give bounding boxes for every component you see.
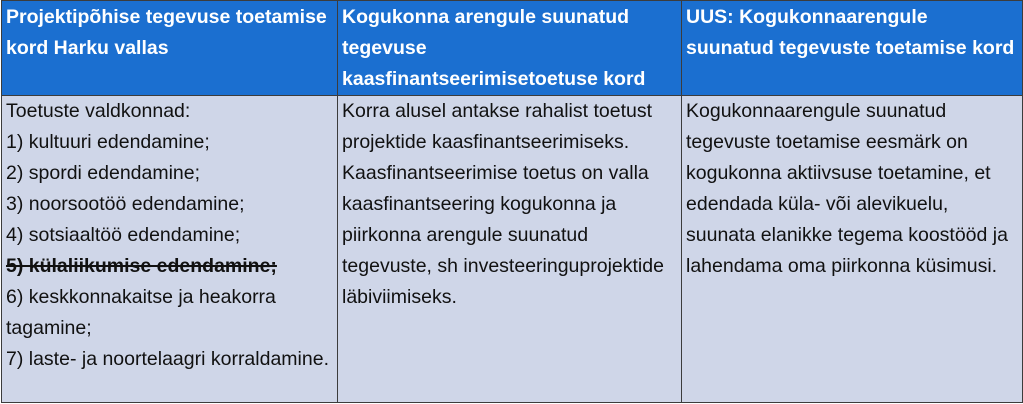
header-row: [2, 1, 1023, 96]
comparison-table: [1, 0, 1023, 403]
list-item: 1) kultuuri edendamine;: [6, 131, 210, 153]
cell-support-areas: [2, 96, 338, 403]
list-item: 4) sotsiaaltöö edendamine;: [6, 224, 241, 246]
header-new-community-order: UUS: Kogukonnaarengule suunatud tegevuste toetamise kord: [682, 1, 1023, 96]
header-old-project-based-order: Projektipõhise tegevuse toetamise kord Harku vallas: [2, 1, 338, 96]
body-row: [2, 96, 1023, 403]
list-item: 7) laste- ja noortelaagri korraldamine.: [6, 348, 329, 370]
cell-new-order-description: Kogukonnaarengule suunatud tegevuste toetamise eesmärk on kogukonna aktiivsuse toetamine, et edendada küla- või alevikuelu, suunata elanikke tegema koostööd ja lahendama oma piirkonna küsimusi.: [682, 96, 1023, 403]
cell-cofinancing-description: Korra alusel antakse rahalist toetust projektide kaasfinantseerimiseks. Kaasfinantseerimise toetus on valla kaasfinantseering kogukonna ja piirkonna arengule suunatud tegevuste, sh investeeringuprojektide läbiviimiseks.: [338, 96, 682, 403]
list-item: 6) keskkonnakaitse ja heakorra tagamine;: [6, 286, 276, 339]
list-item: 3) noorsootöö edendamine;: [6, 193, 245, 215]
list-item-struck-out: 5) külaliikumise edendamine;: [6, 255, 277, 277]
support-areas-intro: Toetuste valdkonnad:: [6, 100, 191, 122]
list-item: 2) spordi edendamine;: [6, 162, 201, 184]
header-cofinancing-order: Kogukonna arengule suunatud tegevuse kaasfinantseerimisetoetuse kord: [338, 1, 682, 96]
